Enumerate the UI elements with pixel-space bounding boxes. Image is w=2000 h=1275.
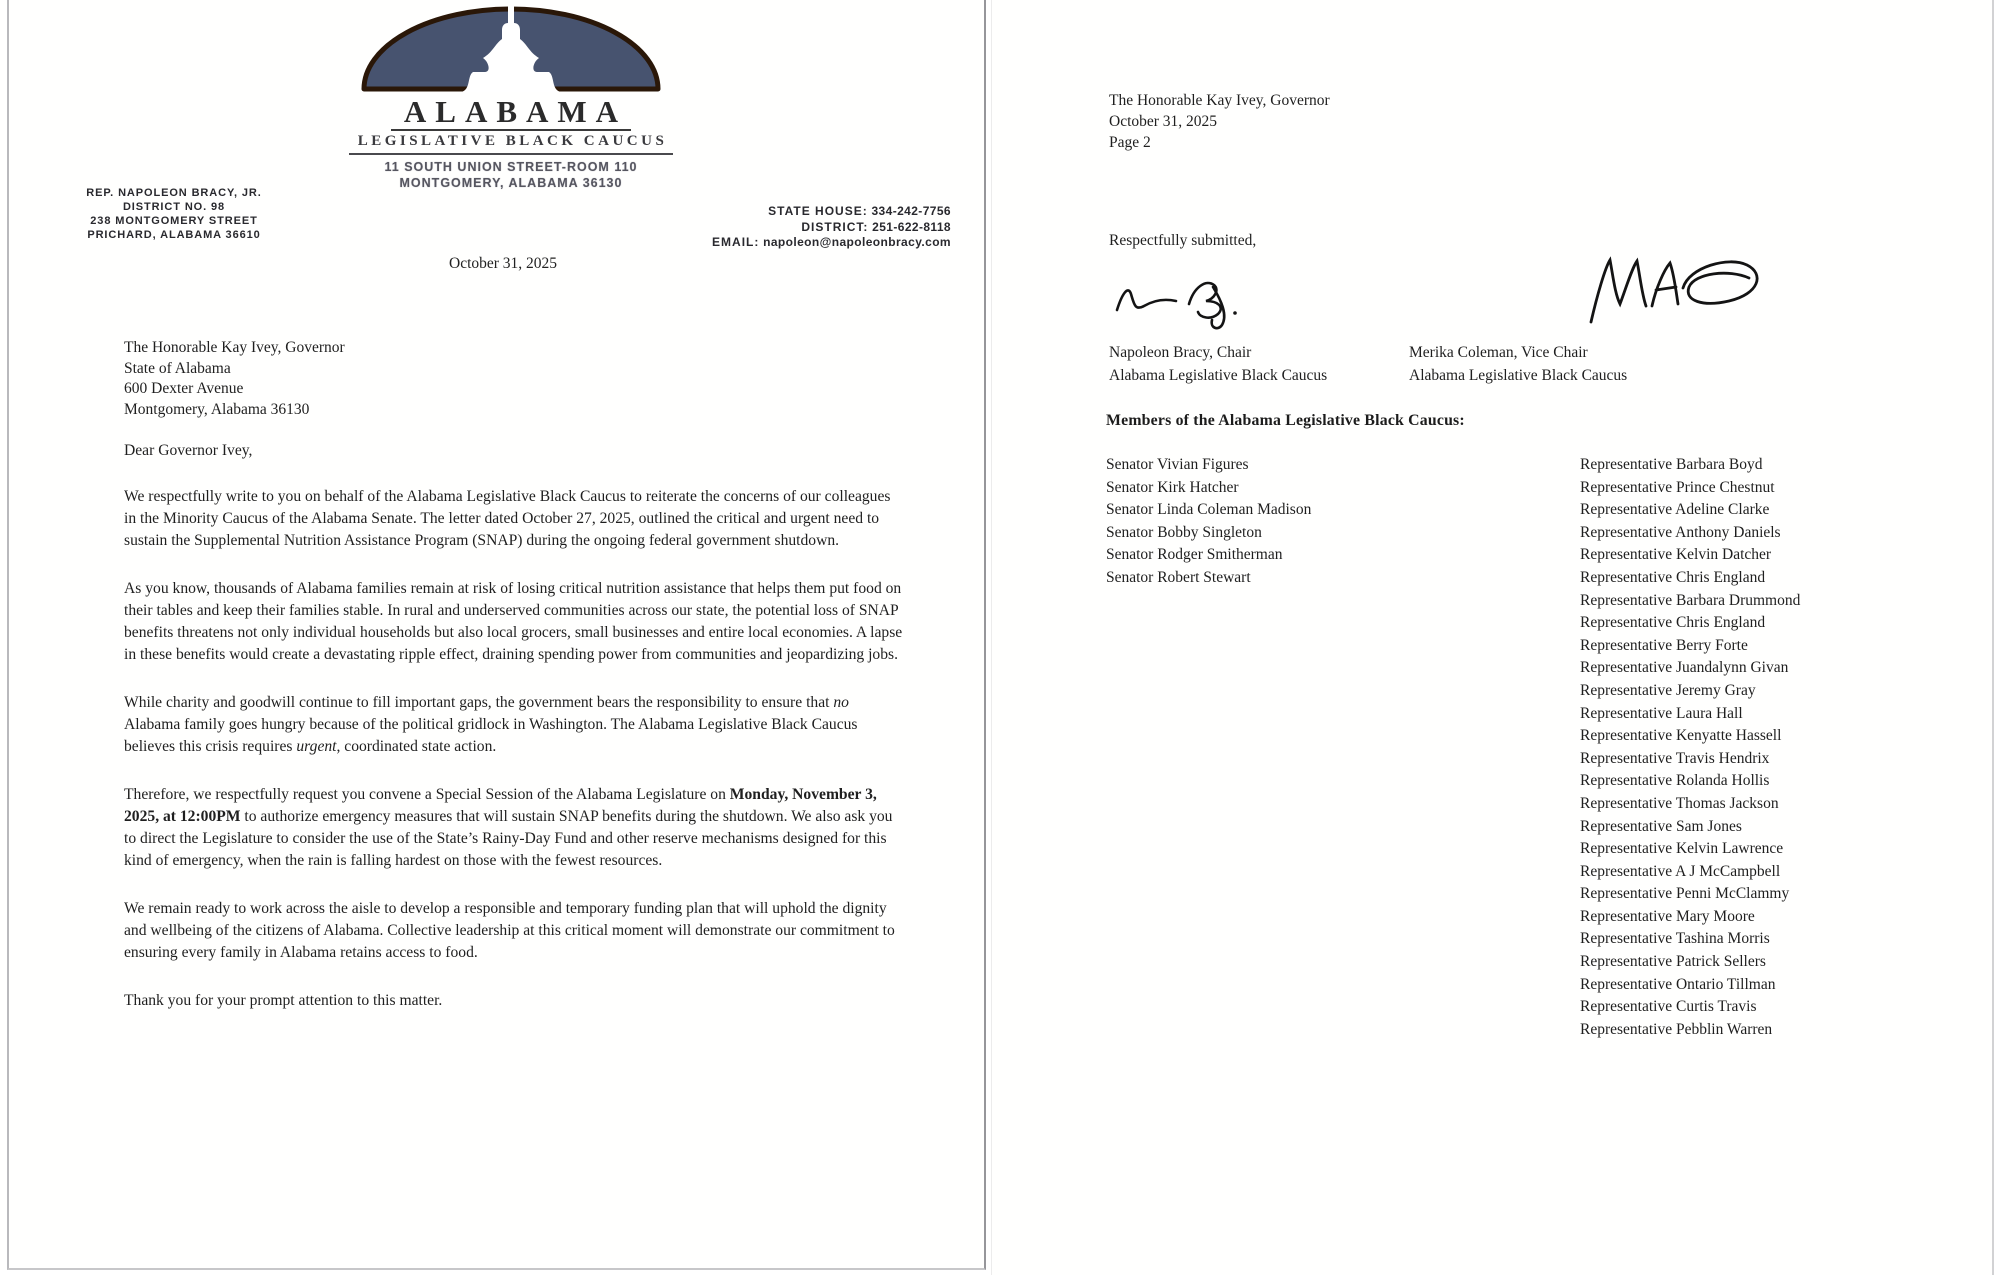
recipient-line: Montgomery, Alabama 36130 [124, 400, 310, 418]
representative-contact-block [39, 186, 309, 242]
contact-line: REP. NAPOLEON BRACY, JR. [86, 187, 262, 199]
paragraph-segment: to authorize emergency measures that will sustain SNAP benefits during the shutdown. We also ask you to direct the Legislature to consider the use of the State’s Rainy-Day Fund and other reserve mechanisms designed for this kind of emergency, when the rain is falling hardest on those with the fewest resources. [124, 808, 893, 869]
recipient-address [124, 338, 345, 420]
page2-header-line: The Honorable Kay Ivey, Governor [1109, 92, 1330, 109]
letter-paragraph [124, 486, 906, 552]
letter-date: October 31, 2025 [449, 255, 558, 272]
contact-label: DISTRICT: [801, 219, 869, 234]
letterhead-subtitle: LEGISLATIVE BLACK CAUCUS [349, 131, 674, 155]
paragraph-segment: Monday, November 3, 2025, at 12:00PM [124, 786, 877, 825]
representative-list-item: Representative Tashina Morris [1580, 930, 1770, 948]
senator-list-item: Senator Bobby Singleton [1106, 523, 1262, 541]
signature-napoleon-bracy [1109, 270, 1284, 337]
senator-list-item: Senator Robert Stewart [1106, 568, 1251, 586]
paragraph-segment: We remain ready to work across the aisle to develop a responsible and temporary funding plan that will uphold the dignity and wellbeing of the citizens of Alabama. Collective leadership at this critical moment will demonstrate our commitment to ensuring every family in Alabama retains access to food. [124, 900, 895, 961]
contact-value: 251-622-8118 [872, 219, 951, 234]
signatory-name: Napoleon Bracy, Chair [1109, 344, 1252, 361]
contact-line [712, 204, 951, 220]
signatory-coleman-block [1409, 342, 1627, 387]
senator-list-item: Senator Kirk Hatcher [1106, 478, 1239, 496]
contact-line: 238 MONTGOMERY STREET [90, 215, 258, 227]
representative-list-item: Representative A J McCampbell [1580, 862, 1781, 880]
recipient-line: 600 Dexter Avenue [124, 380, 244, 397]
contact-line: PRICHARD, ALABAMA 36610 [87, 229, 261, 241]
recipient-line: The Honorable Kay Ivey, Governor [124, 339, 345, 356]
representative-list-item: Representative Chris England [1580, 614, 1766, 632]
representative-list-item: Representative Rolanda Hollis [1580, 772, 1770, 790]
senator-list-item: Senator Linda Coleman Madison [1106, 501, 1312, 519]
representative-list-item: Representative Jeremy Gray [1580, 681, 1756, 699]
contact-line [712, 235, 951, 251]
representative-list-item: Representative Penni McClammy [1580, 885, 1790, 903]
letter-paragraph [124, 898, 906, 964]
representative-list-item: Representative Pebblin Warren [1580, 1020, 1773, 1038]
salutation: Dear Governor Ivey, [124, 442, 253, 459]
signatory-org: Alabama Legislative Black Caucus [1109, 366, 1328, 384]
representative-list-item: Representative Adeline Clarke [1580, 501, 1770, 519]
letter-page-2 [991, 0, 1994, 1275]
signatory-bracy-block [1109, 342, 1327, 387]
handwritten-signature-icon [1577, 250, 1772, 335]
contact-value: napoleon@napoleonbracy.com [763, 235, 951, 249]
paragraph-segment: As you know, thousands of Alabama families remain at risk of losing critical nutrition assistance that helps them put food on their tables and keep their families stable. In rural and underserved communities across our state, the potential loss of SNAP benefits threatens not only individual households but also local grocers, small businesses and entire local economies. A lapse in these benefits would create a devastating ripple effect, draining spending power from communities and jeopardizing jobs. [124, 580, 903, 663]
representative-list-item: Representative Prince Chestnut [1580, 478, 1775, 496]
signature-merika-coleman [1577, 250, 1772, 340]
respectfully-submitted: Respectfully submitted, [1109, 232, 1257, 249]
contact-label: STATE HOUSE: [768, 204, 868, 218]
representative-list-item: Representative Anthony Daniels [1580, 523, 1781, 541]
paragraph-segment: While charity and goodwill continue to fill important gaps, the government bears the responsibility to ensure that [124, 694, 834, 711]
page2-header-line: October 31, 2025 [1109, 113, 1218, 130]
letterhead-address [271, 159, 751, 191]
representative-list-item: Representative Barbara Drummond [1580, 591, 1801, 609]
representative-list-item: Representative Laura Hall [1580, 704, 1743, 722]
paragraph-segment: We respectfully write to you on behalf of the Alabama Legislative Black Caucus to reiterate the concerns of our colleagues in the Minority Caucus of the Alabama Senate. The letter dated October 27, 2025, outlined the critical and urgent need to sustain the Supplemental Nutrition Assistance Program (SNAP) during the ongoing federal government shutdown. [124, 488, 891, 549]
letter-paragraph [124, 578, 906, 666]
senator-list-item: Senator Vivian Figures [1106, 456, 1249, 473]
capitol-dome-icon [361, 6, 661, 97]
paragraph-segment: urgent [296, 738, 337, 755]
letter-paragraph [124, 692, 906, 758]
letterhead-title: ALABAMA [391, 95, 631, 131]
representative-list-item: Representative Juandalynn Givan [1580, 659, 1789, 677]
contact-value: 334-242-7756 [871, 204, 951, 218]
senator-list-item: Senator Rodger Smitherman [1106, 546, 1283, 564]
representative-list-item: Representative Mary Moore [1580, 907, 1755, 925]
representative-list-item: Representative Chris England [1580, 568, 1766, 586]
letterhead-address-line: MONTGOMERY, ALABAMA 36130 [399, 175, 623, 190]
paragraph-segment: Alabama family goes hungry because of the political gridlock in Washington. The Alabama Legislative Black Caucus believes this crisis requires [124, 716, 858, 755]
representative-list-item: Representative Kenyatte Hassell [1580, 727, 1782, 745]
letterhead-logo [271, 6, 751, 191]
phone-email-block [712, 204, 951, 251]
letter-paragraph [124, 784, 906, 872]
signatory-org: Alabama Legislative Black Caucus [1409, 366, 1628, 384]
page2-header [1109, 90, 1330, 153]
representative-list-item: Representative Curtis Travis [1580, 998, 1757, 1016]
representative-list-item: Representative Travis Hendrix [1580, 749, 1770, 767]
representative-list-item: Representative Patrick Sellers [1580, 953, 1766, 971]
representative-list-item: Representative Thomas Jackson [1580, 794, 1779, 812]
representative-list-item: Representative Barbara Boyd [1580, 456, 1763, 473]
members-heading: Members of the Alabama Legislative Black Caucus: [1106, 412, 1465, 429]
recipient-line: State of Alabama [124, 359, 231, 377]
representatives-list [1580, 454, 1800, 1041]
paragraph-segment: Therefore, we respectfully request you convene a Special Session of the Alabama Legislature on [124, 786, 730, 803]
paragraph-segment: no [833, 694, 849, 711]
representative-list-item: Representative Sam Jones [1580, 817, 1742, 835]
letter-body [124, 440, 906, 1038]
representative-list-item: Representative Kelvin Lawrence [1580, 840, 1784, 858]
signatory-name: Merika Coleman, Vice Chair [1409, 344, 1588, 361]
representative-list-item: Representative Berry Forte [1580, 636, 1748, 654]
closing-line: Thank you for your prompt attention to this matter. [124, 992, 443, 1009]
page2-header-line: Page 2 [1109, 134, 1151, 151]
letterhead-address-line: 11 SOUTH UNION STREET-ROOM 110 [384, 159, 638, 174]
handwritten-signature-icon [1109, 270, 1284, 332]
representative-list-item: Representative Kelvin Datcher [1580, 546, 1772, 564]
representative-list-item: Representative Ontario Tillman [1580, 975, 1776, 993]
contact-line [712, 220, 951, 236]
paragraph-segment: , coordinated state action. [336, 738, 497, 755]
contact-label: EMAIL: [712, 235, 760, 249]
senators-list [1106, 454, 1311, 590]
contact-line: DISTRICT NO. 98 [122, 201, 226, 213]
letter-page-1 [7, 0, 986, 1270]
